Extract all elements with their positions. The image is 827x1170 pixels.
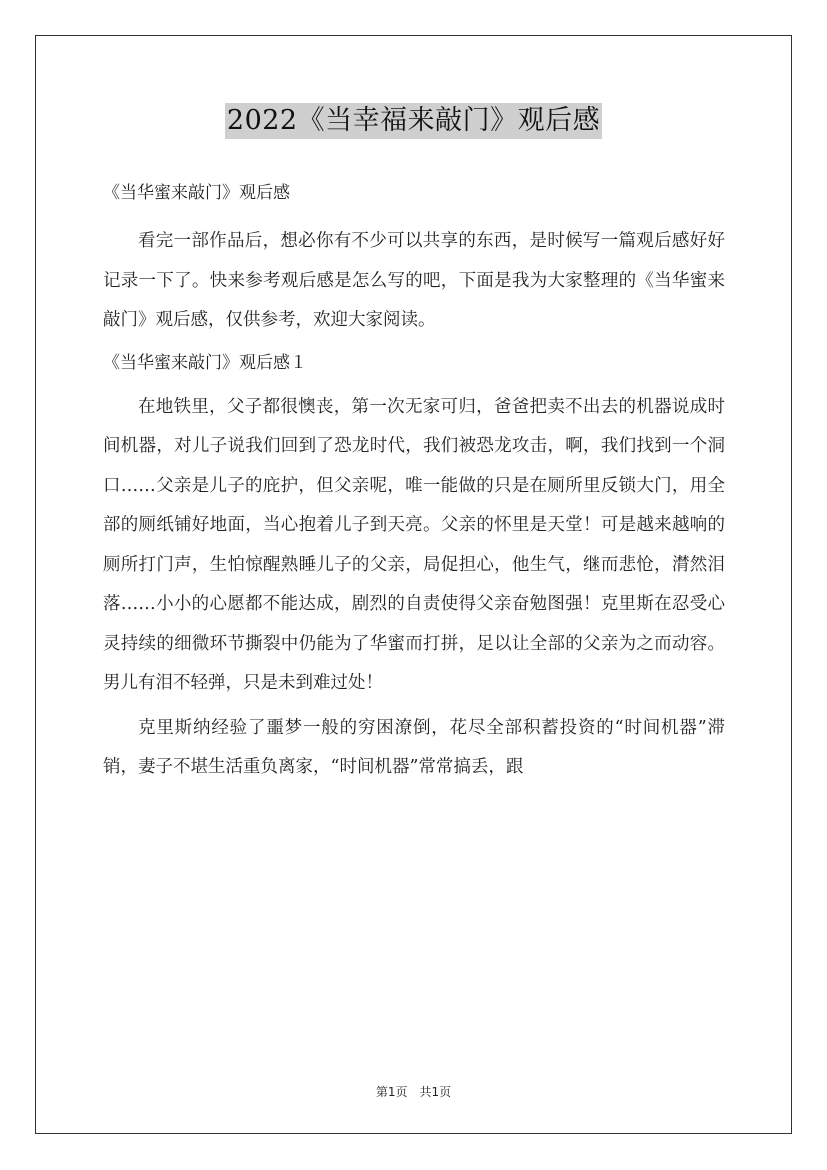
section-heading: 《当华蜜来敲门》观后感１ [103, 352, 307, 373]
body-paragraph-2: 克里斯纳经验了噩梦一般的穷困潦倒，花尽全部积蓄投资的“时间机器”滞销，妻子不堪生活重负离家，“时间机器”常常搞丢，跟 [103, 717, 725, 777]
page-footer: 第1页 共1页 [375, 1085, 452, 1099]
document-body [103, 176, 725, 788]
title-container [0, 103, 827, 139]
subtitle: 《当华蜜来敲门》观后感 [103, 183, 290, 203]
body-paragraph-1: 在地铁里，父子都很懊丧，第一次无家可归，爸爸把卖不出去的机器说成时间机器，对儿子说我们回到了恐龙时代，我们被恐龙攻击，啊，我们找到一个洞口……父亲是儿子的庇护，但父亲呢，唯一能做的只是在厕所里反锁大门，用全部的厕纸铺好地面，当心抱着儿子到天亮。父亲的怀里是天堂！可是越来越响的厕所打门声，生怕惊醒熟睡儿子的父亲，局促担心，他生气，继而悲怆，潸然泪落……小小的心愿都不能达成，剧烈的自责使得父亲奋勉图强！克里斯在忍受心灵持续的细微环节撕裂中仍能为了华蜜而打拼，足以让全部的父亲为之而动容。男儿有泪不轻弹，只是未到难过处！ [103, 396, 725, 693]
intro-paragraph: 看完一部作品后，想必你有不少可以共享的东西，是时候写一篇观后感好好记录一下了。快来参考观后感是怎么写的吧，下面是我为大家整理的《当华蜜来敲门》观后感，仅供参考，欢迎大家阅读。 [103, 231, 725, 330]
document-title: 2022《当幸福来敲门》观后感 [225, 103, 602, 139]
